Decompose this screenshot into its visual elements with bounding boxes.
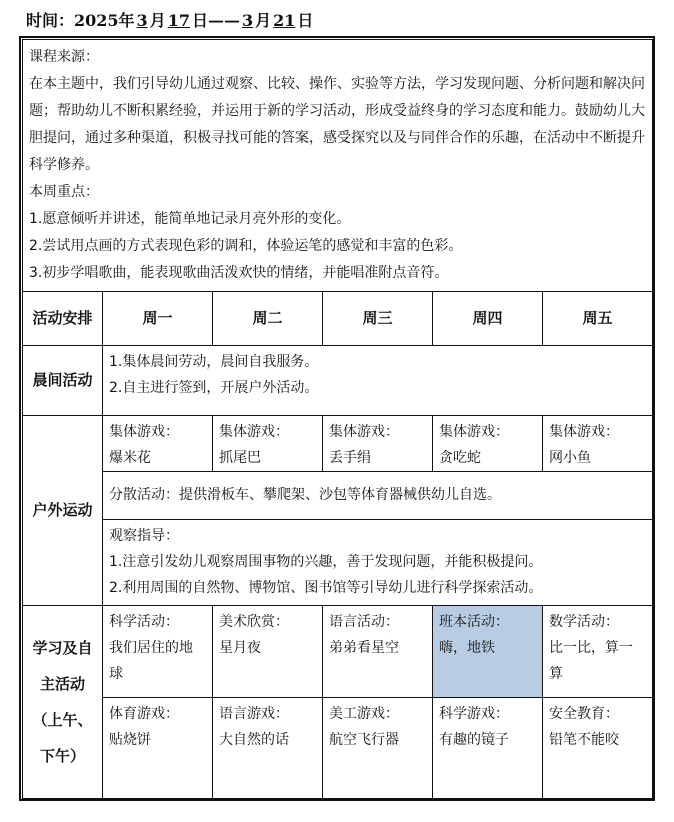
activity-type: 体育游戏： xyxy=(109,706,179,722)
activity-type: 数学活动： xyxy=(549,614,619,630)
learning-tue-2 xyxy=(213,698,323,799)
month-label: 月 xyxy=(149,11,166,30)
source-label: 课程来源： xyxy=(29,49,99,65)
activity-name: 我们居住的地球 xyxy=(109,640,193,682)
activity-name: 航空飞行器 xyxy=(329,732,399,748)
weekly-plan-table xyxy=(22,39,653,799)
day-wed: 周三 xyxy=(323,292,433,346)
activity-type: 安全教育： xyxy=(549,706,619,722)
learning-label xyxy=(23,606,103,799)
day-label-2: 日 xyxy=(297,11,314,30)
activity-type: 语言游戏： xyxy=(219,706,289,722)
activity-type: 美工游戏： xyxy=(329,706,399,722)
morning-item: 2.自主进行签到，开展户外活动。 xyxy=(109,380,319,396)
day-label: 日—— xyxy=(191,11,240,30)
game-type: 集体游戏： xyxy=(219,424,289,440)
day-mon: 周一 xyxy=(103,292,213,346)
activity-type: 科学游戏： xyxy=(439,706,509,722)
day-fri: 周五 xyxy=(543,292,653,346)
game-type: 集体游戏： xyxy=(549,424,619,440)
end-month: 3 xyxy=(241,11,254,30)
learning-label-line: 主活动 xyxy=(39,675,85,693)
game-name: 抓尾巴 xyxy=(219,450,261,466)
start-day: 17 xyxy=(167,11,190,30)
learning-wed-1 xyxy=(323,606,433,698)
date-range xyxy=(26,8,313,31)
activity-name: 嗨，地铁 xyxy=(439,640,495,656)
focus-item: 1.愿意倾听并讲述，能简单地记录月亮外形的变化。 xyxy=(29,211,351,227)
learning-label-line: 下午） xyxy=(39,747,85,765)
end-day: 21 xyxy=(273,11,296,30)
game-name: 爆米花 xyxy=(109,450,151,466)
activity-name: 铅笔不能咬 xyxy=(549,732,619,748)
observation-guidance xyxy=(103,520,653,606)
game-name: 丢手绢 xyxy=(329,450,371,466)
outdoor-game-fri xyxy=(543,416,653,472)
outdoor-game-tue xyxy=(213,416,323,472)
date-prefix: 时间：2025年 xyxy=(26,11,135,30)
morning-item: 1.集体晨间劳动，晨间自我服务。 xyxy=(109,354,319,370)
learning-mon-1 xyxy=(103,606,213,698)
game-name: 网小鱼 xyxy=(549,450,591,466)
activity-type: 班本活动： xyxy=(439,614,509,630)
activity-name: 大自然的话 xyxy=(219,732,289,748)
guidance-item: 2.利用周围的自然物、博物馆、图书馆等引导幼儿进行科学探索活动。 xyxy=(109,580,543,596)
learning-thu-1-highlighted xyxy=(433,606,543,698)
guidance-item: 1.注意引发幼儿观察周围事物的兴趣，善于发现问题，并能积极提问。 xyxy=(109,554,543,570)
learning-mon-2 xyxy=(103,698,213,799)
day-tue: 周二 xyxy=(213,292,323,346)
game-type: 集体游戏： xyxy=(109,424,179,440)
activity-name: 弟弟看星空 xyxy=(329,640,399,656)
outdoor-label: 户外运动 xyxy=(23,416,103,606)
focus-label: 本周重点： xyxy=(29,184,99,200)
activity-name: 星月夜 xyxy=(219,640,261,656)
outdoor-game-mon xyxy=(103,416,213,472)
activity-name: 有趣的镜子 xyxy=(439,732,509,748)
game-type: 集体游戏： xyxy=(439,424,509,440)
morning-activities xyxy=(103,346,653,416)
focus-item: 2.尝试用点画的方式表现色彩的调和，体验运笔的感觉和丰富的色彩。 xyxy=(29,238,463,254)
guidance-label: 观察指导： xyxy=(109,528,179,544)
learning-wed-2 xyxy=(323,698,433,799)
learning-fri-2 xyxy=(543,698,653,799)
course-intro xyxy=(23,40,653,292)
source-text: 在本主题中，我们引导幼儿通过观察、比较、操作、实验等方法，学习发现问题、分析问题和解决问题；帮助幼儿不断积累经验，并运用于新的学习活动，形成受益终身的学习态度和能力。鼓励幼儿大胆提问，通过多种渠道，积极寻找可能的答案，感受探究以及与同伴合作的乐趣，在活动中不断提升科学修养。 xyxy=(29,76,645,173)
day-thu: 周四 xyxy=(433,292,543,346)
learning-fri-1 xyxy=(543,606,653,698)
activity-type: 语言活动： xyxy=(329,614,399,630)
month-label-2: 月 xyxy=(255,11,272,30)
outdoor-game-thu xyxy=(433,416,543,472)
scattered-activity: 分散活动：提供滑板车、攀爬架、沙包等体育器械供幼儿自选。 xyxy=(103,472,653,520)
morning-label: 晨间活动 xyxy=(23,346,103,416)
activity-type: 科学活动： xyxy=(109,614,179,630)
start-month: 3 xyxy=(136,11,148,30)
learning-label-line: （上午、 xyxy=(32,711,93,729)
learning-label-line: 学习及自 xyxy=(32,639,93,657)
activity-name: 比一比，算一算 xyxy=(549,640,633,682)
outdoor-game-wed xyxy=(323,416,433,472)
game-type: 集体游戏： xyxy=(329,424,399,440)
focus-item: 3.初步学唱歌曲，能表现歌曲活泼欢快的情绪，并能唱准附点音符。 xyxy=(29,265,449,281)
game-name: 贪吃蛇 xyxy=(439,450,481,466)
learning-tue-1 xyxy=(213,606,323,698)
activity-name: 贴烧饼 xyxy=(109,732,151,748)
schedule-header: 活动安排 xyxy=(23,292,103,346)
activity-type: 美术欣赏： xyxy=(219,614,289,630)
learning-thu-2 xyxy=(433,698,543,799)
